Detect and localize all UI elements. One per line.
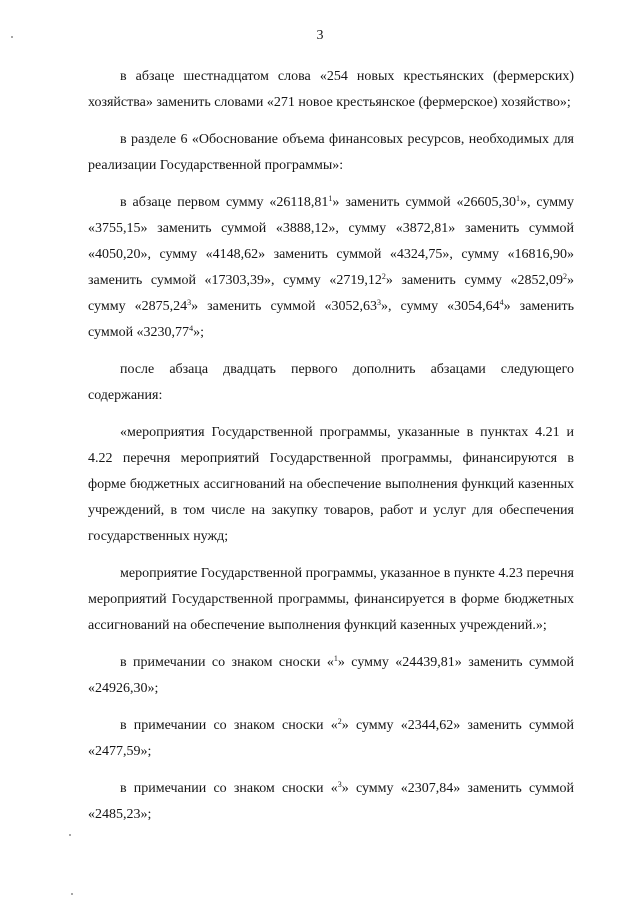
text-segment: » заменить суммой «26605,30 [332,195,516,210]
paragraph-footnote-2 [88,713,574,765]
footnote-superscript: 4 [189,324,194,333]
text-segment: в абзаце первом сумму «26118,81 [120,195,329,210]
scan-speck [71,893,73,895]
paragraph-abzats-16 [88,64,574,116]
text-segment: в разделе 6 «Обоснование объема финансовых ресурсов, необходимых для реализации Государственной программы»: [88,132,574,173]
paragraph-section-6 [88,127,574,179]
document-body [88,64,574,839]
text-segment: в примечании со знаком сноски « [120,655,334,670]
footnote-superscript: 3 [187,298,192,307]
paragraph-footnote-1 [88,650,574,702]
footnote-superscript: 4 [499,298,504,307]
text-segment: » заменить суммой «3230,77 [88,299,574,340]
paragraph-meropriyatiya-4-21-4-22 [88,420,574,550]
text-segment: », сумму «3755,15» заменить суммой «3888,12», сумму «3872,81» заменить суммой «4050,20», сумму «4148,62» заменить суммой «4324,75», сумму «16816,90» заменить суммой «17303,39», сумму «2719,12 [88,195,574,288]
text-segment: в примечании со знаком сноски « [120,781,338,796]
text-segment: в примечании со знаком сноски « [120,718,338,733]
text-segment: »; [193,325,204,340]
scan-speck [11,36,13,38]
text-segment: после абзаца двадцать первого дополнить абзацами следующего содержания: [88,362,574,403]
page-number: 3 [316,28,324,43]
footnote-superscript: 3 [377,298,382,307]
text-segment: » заменить сумму «2852,09 [385,273,563,288]
text-segment: » сумму «2344,62» заменить суммой «2477,59»; [88,718,574,759]
footnote-superscript: 2 [563,272,567,281]
text-segment: мероприятие Государственной программы, указанное в пункте 4.23 перечня мероприятий Государственной программы, финансируется в форме бюджетных ассигнований на обеспечение выполнения функций казенных учреждений.»; [88,566,574,633]
paragraph-meropriyatie-4-23 [88,561,574,639]
text-segment: », сумму «3054,64 [381,299,500,314]
text-segment: » сумму «24439,81» заменить суммой «24926,30»; [88,655,574,696]
text-segment: «мероприятия Государственной программы, указанные в пунктах 4.21 и 4.22 перечня мероприятий Государственной программы, финансируются в форме бюджетных ассигнований на обеспечение выполнения функций казенных учреждений, в том числе на закупку товаров, работ и услуг для обеспечения государственных нужд; [88,425,574,544]
scan-speck [69,834,71,836]
paragraph-add-abzatsy [88,357,574,409]
footnote-superscript: 1 [328,194,333,203]
footnote-superscript: 1 [516,194,520,203]
paragraph-footnote-3 [88,776,574,828]
text-segment: » сумму «2307,84» заменить суммой «2485,23»; [88,781,574,822]
text-segment: » заменить суммой «3052,63 [191,299,378,314]
footnote-superscript: 2 [381,272,386,281]
paragraph-amounts-abzats-1 [88,190,574,346]
footnote-superscript: 3 [337,780,342,789]
text-segment: в абзаце шестнадцатом слова «254 новых крестьянских (фермерских) хозяйства» заменить словами «271 новое крестьянское (фермерское) хозяйство»; [88,69,574,110]
footnote-superscript: 1 [333,654,338,663]
text-segment: » сумму «2875,24 [88,273,574,314]
footnote-superscript: 2 [337,717,342,726]
